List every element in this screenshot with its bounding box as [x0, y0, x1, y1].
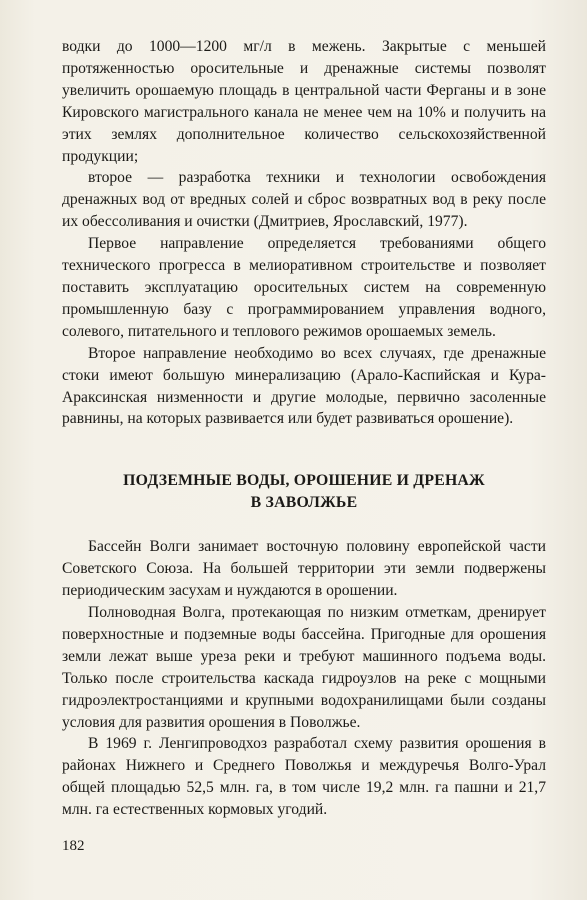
paragraph-second-direction: второе — разработка техники и технологии освобождения дренажных вод от вредных солей и сброс возвратных вод в реку после их обессоливания и очистки (Дмитриев, Ярославский, 1977).: [62, 169, 546, 231]
paragraph-volga-drainage: Полноводная Волга, протекающая по низким отметкам, дренирует поверхностные и подземные воды бассейна. Пригодные для орошения земли лежат выше уреза реки и требуют машинного подъема воды. Только после строительства каскада гидроузлов на реке с мощными гидроэлектростанциями и крупными водохранилищами были созданы условия для развития орошения в Поволжье.: [62, 604, 546, 731]
paragraph-first-direction-explained: Первое направление определяется требованиями общего технического прогресса в мелиоративном строительстве и позволяет поставить эксплуатацию оросительных систем на современную промышленную базу с программированием управления водного, солевого, питательного и теплового режимов орошаемых земель.: [62, 235, 546, 340]
paragraph-second-direction-explained: Второе направление необходимо во всех случаях, где дренажные стоки имеют большую минерализацию (Арало-Каспийская и Кура-Араксинская низменности и другие молодые, первично засоленные равнины, на которых развивается или будет развиваться орошение).: [62, 344, 546, 428]
page-number: 182: [62, 838, 85, 854]
section-heading: [62, 470, 546, 514]
page-body: [62, 36, 546, 821]
paragraph-continuation: водки до 1000—1200 мг/л в межень. Закрытые с меньшей протяженностью оросительные и дренажные системы позволят увеличить орошаемую площадь в центральной части Ферганы и в зоне Кировского магистрального канала не менее чем на 10% и получить на этих землях дополнительное количество сельскохозяйственной продукции;: [62, 38, 546, 165]
paragraph-1969-scheme: В 1969 г. Ленгипроводхоз разработал схему развития орошения в районах Нижнего и Среднего Поволжья и междуречья Волго-Урал общей площадью 52,5 млн. га, в том числе 19,2 млн. га пашни и 21,7 млн. га естественных кормовых угодий.: [62, 735, 546, 819]
section-heading-line-1: ПОДЗЕМНЫЕ ВОДЫ, ОРОШЕНИЕ И ДРЕНАЖ: [123, 472, 485, 490]
paragraph-volga-basin: Бассейн Волги занимает восточную половину европейской части Советского Союза. На большей территории эти земли подвержены периодическим засухам и нуждаются в орошении.: [62, 538, 546, 600]
section-heading-line-2: В ЗАВОЛЖЬЕ: [250, 494, 358, 512]
